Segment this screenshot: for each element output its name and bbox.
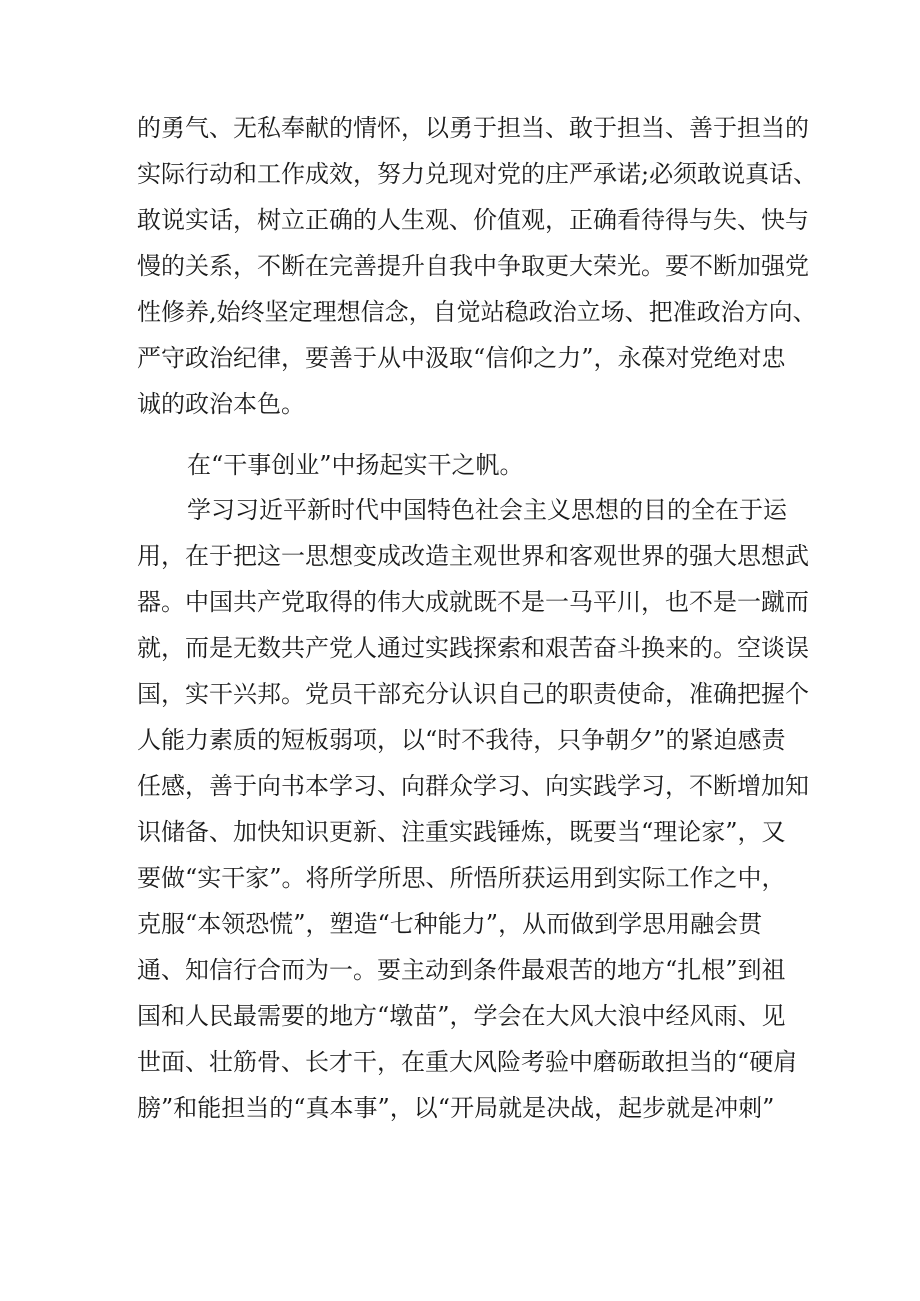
paragraph-continuation [137,105,818,427]
text-line: 克服“本领恐慌”，塑造“七种能力”，从而做到学思用融会贯 [137,910,763,938]
text-line: 的勇气、无私奉献的情怀，以勇于担当、敢于担当、善于担当的 [137,114,809,142]
text-line: 国和人民最需要的地方“墩苗”，学会在大风大浪中经风雨、见 [137,1002,786,1030]
text-line: 识储备、加快知识更新、注重实践锤炼，既要当“理论家”，又 [137,818,786,846]
text-line: 世面、壮筋骨、长才干，在重大风险考验中磨砺敢担当的“硬肩 [137,1048,798,1076]
text-line: 学习习近平新时代中国特色社会主义思想的目的全在于运 [187,496,787,524]
text-line: 用，在于把这一思想变成改造主观世界和客观世界的强大思想武 [137,542,809,570]
text-line: 慢的关系，不断在完善提升自我中争取更大荣光。要不断加强党 [137,252,809,280]
text-line: 通、知信行合而为一。要主动到条件最艰苦的地方“扎根”到祖 [137,956,786,984]
text-line: 敢说实话，树立正确的人生观、价值观，正确看待得与失、快与 [137,206,809,234]
text-line: 器。中国共产党取得的伟大成就既不是一马平川，也不是一蹴而 [137,588,809,616]
text-line: 性修养,始终坚定理想信念，自觉站稳政治立场、把准政治方向、 [137,298,817,326]
text-line: 要做“实干家”。将所学所思、所悟所获运用到实际工作之中， [137,864,786,892]
paragraph-main [137,487,809,1131]
text-line: 就，而是无数共产党人通过实践探索和艰苦奋斗换来的。空谈误 [137,634,809,662]
text-line: 人能力素质的短板弱项，以“时不我待，只争朝夕”的紧迫感责 [137,726,786,754]
text-line: 诚的政治本色。 [137,390,305,418]
section-heading-block [137,442,789,488]
text-line: 膀”和能担当的“真本事”，以“开局就是决战，起步就是冲刺” [137,1094,775,1122]
text-line: 实际行动和工作成效，努力兑现对党的庄严承诺;必须敢说真话、 [137,160,818,188]
section-heading: 在“干事创业”中扬起实干之帆。 [187,451,524,479]
text-line: 任感，善于向书本学习、向群众学习、向实践学习，不断增加知 [137,772,809,800]
text-line: 严守政治纪律，要善于从中汲取“信仰之力”，永葆对党绝对忠 [137,344,786,372]
text-line: 国，实干兴邦。党员干部充分认识自己的职责使命，准确把握个 [137,680,809,708]
